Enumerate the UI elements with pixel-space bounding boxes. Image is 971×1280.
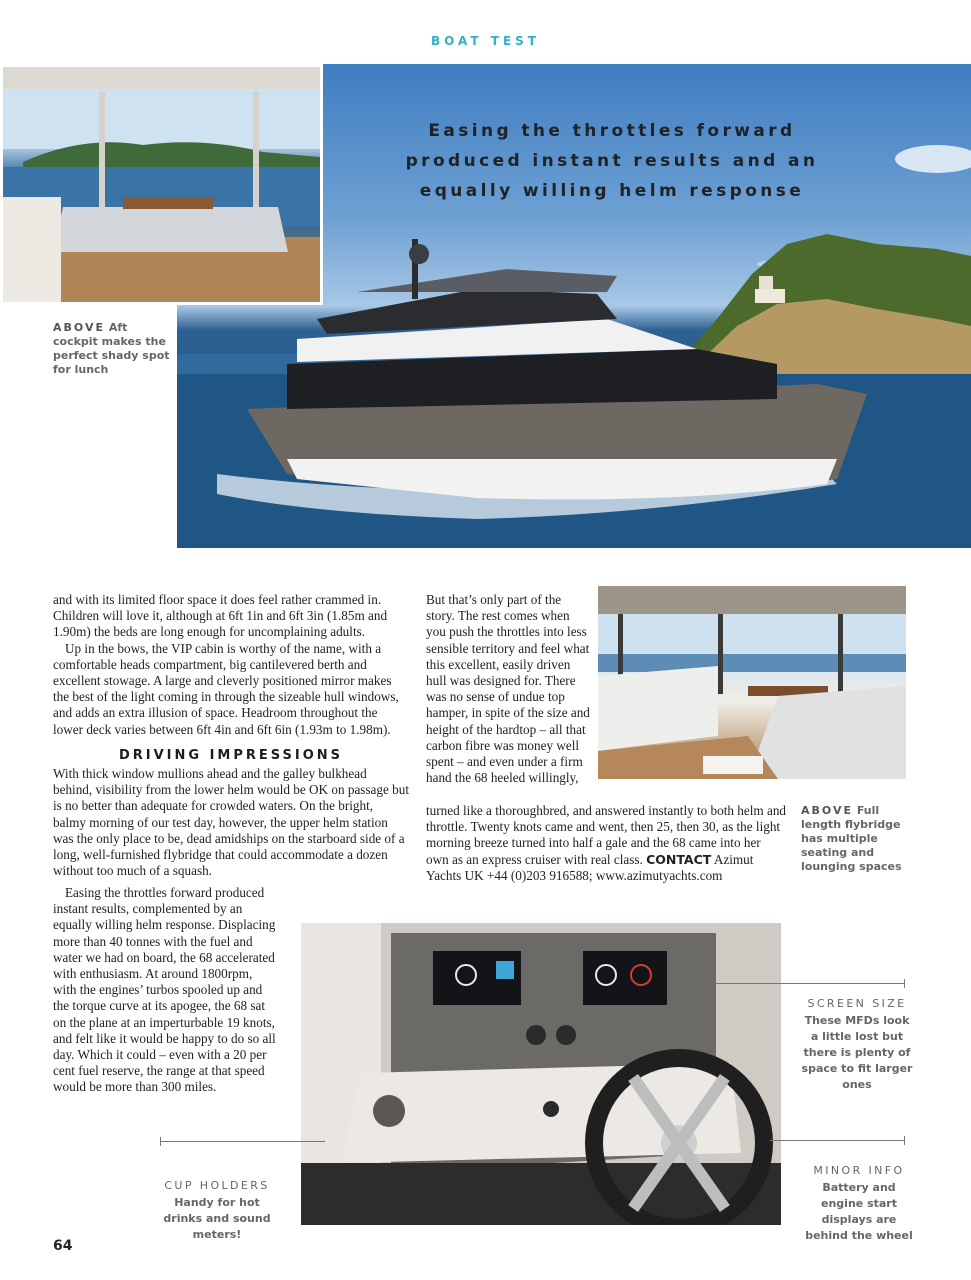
flybridge-photo [598,586,906,779]
flybridge-illustration [598,586,906,779]
caption-lead: ABOVE [801,804,853,817]
helm-station-photo [301,923,781,1225]
screen-size-callout [801,996,913,1093]
screen-size-leader [715,983,905,984]
callout-body: Battery and engine start displays are behind the wheel [805,1181,913,1242]
body-paragraph: Easing the throttles forward produced instant results, complemented by an equally willing helm response. Displacing more than 40 tonnes with the fuel and water we had on board, the 68 accelerated with enthusiasm. At around 1800rpm, with the engines’ turbos spooled up and the torque curve at its apogee, the 68 sat on the plane at an imperturbable 19 knots, and felt like it would be happy to do so all day. Which it could – even with a 20 per cent fuel reserve, the range at that speed would be more than 300 miles. [53,885,276,1095]
caption-text: Full length flybridge has multiple seating and lounging spaces [801,804,902,873]
leader-tick [904,979,905,988]
body-paragraph: With thick window mullions ahead and the galley bulkhead behind, visibility from the lower helm would be OK on passage but is no better than adequate for crowded waters. On the bright, balmy morning of our test day, however, the upper helm station was the only place to be, dead amidships on the starboard side of a long, well-furnished flybridge that could accommodate a dozen without too much of a squash. [53,766,410,879]
leader-tick [904,1136,905,1145]
body-paragraph: turned like a thoroughbred, and answered instantly to both helm and throttle. Twenty knots came and went, then 25, then 30, as the light morning breeze turned into half a gale and the 68 came into her own as an express cruiser with real class. [426,803,787,867]
callout-heading: SCREEN SIZE [807,997,907,1010]
callout-body: Handy for hot drinks and sound meters! [163,1196,271,1241]
aft-cockpit-illustration [3,67,320,302]
contact-label: CONTACT [646,851,712,867]
minor-info-callout [801,1163,917,1244]
body-column-left-narrow [53,885,277,1096]
body-paragraph: Up in the bows, the VIP cabin is worthy of the name, with a comfortable heads compartment, big cantilevered berth and excellent stowage. A large and cleverly positioned mirror makes the best of the light coming in through the sizeable hull windows, and adds an extra illusion of space. Headroom throughout the lower deck varies between 6ft 4in and 6ft 6in (1.93m to 1.98m). [53,640,399,737]
body-column-right-narrow [426,592,592,786]
helm-illustration [301,923,781,1225]
caption-text: Aft cockpit makes the perfect shady spot for lunch [53,321,170,376]
aft-cockpit-caption [53,321,173,377]
body-column-right-wide [426,803,786,884]
callout-heading: CUP HOLDERS [164,1179,270,1192]
leader-tick [160,1137,161,1146]
minor-info-leader [770,1140,905,1141]
cup-holders-callout [158,1178,276,1243]
body-column-left [53,592,409,879]
callout-heading: MINOR INFO [813,1164,905,1177]
page-number: 64 [53,1238,73,1254]
subheading: DRIVING IMPRESSIONS [118,747,344,763]
pull-quote: Easing the throttles forward produced instant results and an equally willing helm response [405,121,819,201]
flybridge-caption [801,804,911,874]
section-tag: BOAT TEST [431,34,540,48]
cup-holders-leader [160,1141,325,1142]
body-paragraph: and with its limited floor space it does feel rather crammed in. Children will love it, although at 6ft 1in and 6ft 3in (1.85m and 1.90m) the beds are long enough for uncomplaining adults. [53,592,388,640]
contact-details: Azimut Yachts UK +44 (0)203 916588; www.azimutyachts.com [426,851,754,883]
body-paragraph: But that’s only part of the story. The rest comes when you push the throttles into less sensible territory and feel what this excellent, easily driven hull was designed for. There was no sense of undue top hamper, in spite of the size and height of the hardtop – all that carbon fibre was money well spent – and even under a firm hand the 68 heeled willingly, [426,592,590,786]
aft-cockpit-photo [0,64,323,305]
callout-body: These MFDs look a little lost but there is plenty of space to fit larger ones [801,1014,913,1091]
caption-lead: ABOVE [53,321,105,334]
